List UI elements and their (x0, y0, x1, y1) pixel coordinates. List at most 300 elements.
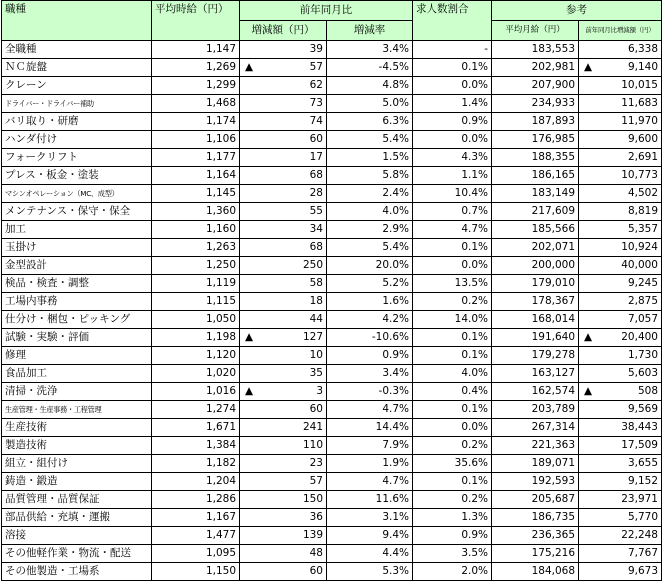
yoy-amount-value: 44 (309, 313, 323, 325)
monthly-wage: 202,071 (492, 239, 579, 257)
yoy-rate: -10.6% (327, 329, 413, 347)
yoy-amount (240, 41, 327, 59)
yoy-amount-value: 17 (309, 151, 323, 163)
monthly-wage: 179,278 (492, 347, 579, 365)
negative-marker: ▲ (245, 331, 254, 343)
table-row (2, 563, 662, 581)
monthly-wage: 176,985 (492, 131, 579, 149)
monthly-wage: 205,687 (492, 491, 579, 509)
header-ratio: 求人数割合 (413, 1, 492, 41)
job-name: 修理 (2, 347, 152, 365)
job-name: フォークリフト (2, 149, 152, 167)
monthly-wage: 267,314 (492, 419, 579, 437)
job-name: 玉掛け (2, 239, 152, 257)
yoy-rate: 5.4% (327, 239, 413, 257)
job-ratio: 1.3% (413, 509, 492, 527)
job-name: ＮＣ旋盤 (2, 59, 152, 77)
table-row (2, 257, 662, 275)
yoy-rate: 4.4% (327, 545, 413, 563)
header-yoy-rate: 増減率 (327, 21, 413, 41)
yoy-amount (240, 95, 327, 113)
yoy-amount (240, 473, 327, 491)
monthly-wage: 163,127 (492, 365, 579, 383)
job-ratio: 0.2% (413, 293, 492, 311)
job-ratio: 4.3% (413, 149, 492, 167)
monthly-wage: 179,010 (492, 275, 579, 293)
monthly-wage: 192,593 (492, 473, 579, 491)
yoy-rate: 5.0% (327, 95, 413, 113)
monthly-yoy-amount-value: 9,673 (627, 565, 658, 577)
job-ratio: 1.1% (413, 167, 492, 185)
yoy-amount (240, 257, 327, 275)
yoy-amount-value: 57 (309, 61, 323, 73)
yoy-rate: 5.8% (327, 167, 413, 185)
monthly-yoy-amount (579, 131, 662, 149)
yoy-amount (240, 545, 327, 563)
yoy-amount-value: 68 (309, 169, 323, 181)
job-name: 鋳造・鍛造 (2, 473, 152, 491)
header-reference: 参考 (492, 1, 662, 21)
job-ratio: 0.1% (413, 59, 492, 77)
monthly-yoy-amount (579, 329, 662, 347)
yoy-amount-value: 39 (309, 43, 323, 55)
hourly-wage: 1,274 (152, 401, 240, 419)
yoy-rate: 4.2% (327, 311, 413, 329)
header-monthly-yoy: 前年同月比増減額（円） (579, 21, 662, 41)
monthly-wage: 183,149 (492, 185, 579, 203)
negative-marker: ▲ (584, 385, 593, 397)
yoy-amount (240, 419, 327, 437)
yoy-amount-value: 68 (309, 241, 323, 253)
monthly-yoy-amount (579, 95, 662, 113)
hourly-wage: 1,477 (152, 527, 240, 545)
yoy-amount-value: 18 (309, 295, 323, 307)
hourly-wage: 1,177 (152, 149, 240, 167)
hourly-wage: 1,250 (152, 257, 240, 275)
job-ratio: 0.0% (413, 419, 492, 437)
yoy-amount (240, 311, 327, 329)
job-name: 検品・検査・調整 (2, 275, 152, 293)
job-name: 食品加工 (2, 365, 152, 383)
table-row (2, 545, 662, 563)
table-row (2, 347, 662, 365)
job-name: その他軽作業・物流・配送 (2, 545, 152, 563)
monthly-yoy-amount-value: 6,338 (627, 43, 658, 55)
job-ratio: 0.0% (413, 257, 492, 275)
monthly-wage: 183,553 (492, 41, 579, 59)
table-body (2, 41, 662, 581)
yoy-rate: 7.9% (327, 437, 413, 455)
monthly-yoy-amount (579, 383, 662, 401)
monthly-yoy-amount-value: 9,600 (627, 133, 658, 145)
yoy-rate: 3.4% (327, 365, 413, 383)
yoy-rate: 5.3% (327, 563, 413, 581)
yoy-amount-value: 62 (309, 79, 323, 91)
table-row (2, 293, 662, 311)
job-name: 生産技術 (2, 419, 152, 437)
yoy-rate: 1.9% (327, 455, 413, 473)
table-row (2, 95, 662, 113)
monthly-yoy-amount (579, 275, 662, 293)
job-name: 工場内事務 (2, 293, 152, 311)
monthly-yoy-amount-value: 2,691 (627, 151, 658, 163)
yoy-amount-value: 3 (316, 385, 323, 397)
job-name: 組立・組付け (2, 455, 152, 473)
yoy-rate: 4.0% (327, 203, 413, 221)
yoy-rate: 0.9% (327, 347, 413, 365)
yoy-amount (240, 185, 327, 203)
yoy-amount (240, 437, 327, 455)
monthly-wage: 189,071 (492, 455, 579, 473)
yoy-amount (240, 491, 327, 509)
hourly-wage: 1,106 (152, 131, 240, 149)
yoy-amount (240, 131, 327, 149)
yoy-rate: 5.2% (327, 275, 413, 293)
yoy-amount-value: 139 (302, 529, 323, 541)
monthly-wage: 236,365 (492, 527, 579, 545)
job-ratio: 1.4% (413, 95, 492, 113)
yoy-amount-value: 60 (309, 565, 323, 577)
job-name: 金型設計 (2, 257, 152, 275)
monthly-yoy-amount (579, 149, 662, 167)
job-ratio: 4.7% (413, 221, 492, 239)
hourly-wage: 1,167 (152, 509, 240, 527)
monthly-yoy-amount (579, 545, 662, 563)
monthly-yoy-amount-value: 1,730 (627, 349, 658, 361)
monthly-yoy-amount-value: 9,140 (627, 61, 658, 73)
job-ratio: 0.0% (413, 131, 492, 149)
table-row (2, 239, 662, 257)
job-name: 全職種 (2, 41, 152, 59)
monthly-yoy-amount-value: 5,770 (627, 511, 658, 523)
monthly-yoy-amount (579, 77, 662, 95)
monthly-yoy-amount-value: 11,683 (621, 97, 658, 109)
hourly-wage: 1,119 (152, 275, 240, 293)
monthly-wage: 191,640 (492, 329, 579, 347)
job-name: 部品供給・充填・運搬 (2, 509, 152, 527)
monthly-yoy-amount-value: 2,875 (627, 295, 658, 307)
yoy-rate: 4.7% (327, 401, 413, 419)
monthly-yoy-amount (579, 401, 662, 419)
monthly-yoy-amount-value: 7,767 (627, 547, 658, 559)
monthly-yoy-amount (579, 491, 662, 509)
table-row (2, 455, 662, 473)
yoy-amount-value: 10 (309, 349, 323, 361)
table-row (2, 149, 662, 167)
monthly-yoy-amount (579, 113, 662, 131)
yoy-amount-value: 150 (302, 493, 323, 505)
monthly-wage: 185,566 (492, 221, 579, 239)
monthly-yoy-amount-value: 508 (637, 385, 658, 397)
monthly-yoy-amount (579, 347, 662, 365)
monthly-wage: 186,165 (492, 167, 579, 185)
job-ratio: 0.4% (413, 383, 492, 401)
monthly-wage: 202,981 (492, 59, 579, 77)
monthly-wage: 203,789 (492, 401, 579, 419)
yoy-amount-value: 35 (309, 367, 323, 379)
monthly-wage: 187,893 (492, 113, 579, 131)
table-row (2, 311, 662, 329)
hourly-wage: 1,016 (152, 383, 240, 401)
table-row (2, 509, 662, 527)
hourly-wage: 1,182 (152, 455, 240, 473)
job-name: ハンダ付け (2, 131, 152, 149)
yoy-rate: 11.6% (327, 491, 413, 509)
monthly-yoy-amount (579, 203, 662, 221)
yoy-amount (240, 509, 327, 527)
table-row (2, 113, 662, 131)
job-name: 加工 (2, 221, 152, 239)
hourly-wage: 1,145 (152, 185, 240, 203)
monthly-yoy-amount (579, 509, 662, 527)
hourly-wage: 1,147 (152, 41, 240, 59)
monthly-wage: 234,933 (492, 95, 579, 113)
yoy-amount-value: 73 (309, 97, 323, 109)
monthly-yoy-amount-value: 5,357 (627, 223, 658, 235)
yoy-rate: 9.4% (327, 527, 413, 545)
monthly-wage: 178,367 (492, 293, 579, 311)
yoy-rate: -0.3% (327, 383, 413, 401)
monthly-yoy-amount (579, 419, 662, 437)
monthly-yoy-amount-value: 40,000 (621, 259, 658, 271)
table-row (2, 419, 662, 437)
monthly-wage: 221,363 (492, 437, 579, 455)
negative-marker: ▲ (245, 385, 254, 397)
monthly-yoy-amount (579, 473, 662, 491)
yoy-rate: 3.4% (327, 41, 413, 59)
yoy-amount-value: 250 (302, 259, 323, 271)
monthly-yoy-amount-value: 9,152 (627, 475, 658, 487)
yoy-amount (240, 239, 327, 257)
table-row (2, 131, 662, 149)
job-name: 製造技術 (2, 437, 152, 455)
yoy-amount-value: 127 (302, 331, 323, 343)
hourly-wage: 1,150 (152, 563, 240, 581)
hourly-wage: 1,263 (152, 239, 240, 257)
monthly-yoy-amount (579, 257, 662, 275)
job-name: マシンオペレーション（MC、成型） (2, 185, 152, 203)
monthly-yoy-amount (579, 311, 662, 329)
monthly-yoy-amount (579, 167, 662, 185)
hourly-wage: 1,360 (152, 203, 240, 221)
yoy-rate: 20.0% (327, 257, 413, 275)
yoy-rate: 6.3% (327, 113, 413, 131)
hourly-wage: 1,269 (152, 59, 240, 77)
monthly-yoy-amount-value: 10,015 (621, 79, 658, 91)
yoy-amount (240, 455, 327, 473)
monthly-yoy-amount (579, 41, 662, 59)
yoy-amount-value: 74 (309, 115, 323, 127)
job-ratio: 0.2% (413, 491, 492, 509)
table-row (2, 167, 662, 185)
wage-table (1, 0, 662, 581)
header-yoy: 前年同月比 (240, 1, 413, 21)
job-ratio: 35.6% (413, 455, 492, 473)
monthly-yoy-amount-value: 17,509 (621, 439, 658, 451)
monthly-yoy-amount (579, 527, 662, 545)
negative-marker: ▲ (584, 61, 593, 73)
table-row (2, 383, 662, 401)
yoy-amount-value: 28 (309, 187, 323, 199)
monthly-yoy-amount-value: 22,248 (621, 529, 658, 541)
yoy-amount (240, 77, 327, 95)
table-row (2, 329, 662, 347)
yoy-rate: 2.9% (327, 221, 413, 239)
table-row (2, 527, 662, 545)
hourly-wage: 1,384 (152, 437, 240, 455)
hourly-wage: 1,286 (152, 491, 240, 509)
yoy-amount-value: 58 (309, 277, 323, 289)
job-ratio: 0.9% (413, 527, 492, 545)
yoy-amount (240, 59, 327, 77)
yoy-amount-value: 36 (309, 511, 323, 523)
hourly-wage: 1,671 (152, 419, 240, 437)
table-row (2, 185, 662, 203)
yoy-amount (240, 401, 327, 419)
monthly-yoy-amount-value: 9,245 (627, 277, 658, 289)
monthly-yoy-amount-value: 8,819 (627, 205, 658, 217)
hourly-wage: 1,095 (152, 545, 240, 563)
yoy-amount (240, 221, 327, 239)
job-name: 仕分け・梱包・ピッキング (2, 311, 152, 329)
job-ratio: 0.9% (413, 113, 492, 131)
table-row (2, 41, 662, 59)
yoy-amount (240, 113, 327, 131)
table-row (2, 365, 662, 383)
monthly-yoy-amount (579, 437, 662, 455)
monthly-yoy-amount-value: 38,443 (621, 421, 658, 433)
job-ratio: 2.0% (413, 563, 492, 581)
negative-marker: ▲ (245, 61, 254, 73)
monthly-wage: 200,000 (492, 257, 579, 275)
job-ratio: 0.1% (413, 239, 492, 257)
job-name: メンテナンス・保守・保全 (2, 203, 152, 221)
job-ratio: - (413, 41, 492, 59)
header-job: 職種 (2, 1, 152, 41)
table-row (2, 59, 662, 77)
monthly-wage: 186,735 (492, 509, 579, 527)
yoy-amount-value: 57 (309, 475, 323, 487)
yoy-rate: 2.4% (327, 185, 413, 203)
job-name: 生産管理・生産事務・工程管理 (2, 401, 152, 419)
yoy-amount (240, 167, 327, 185)
monthly-yoy-amount-value: 23,971 (621, 493, 658, 505)
job-name: バリ取り・研磨 (2, 113, 152, 131)
job-ratio: 0.1% (413, 473, 492, 491)
monthly-yoy-amount (579, 365, 662, 383)
job-name: プレス・板金・塗装 (2, 167, 152, 185)
table-row (2, 275, 662, 293)
yoy-rate: 1.6% (327, 293, 413, 311)
hourly-wage: 1,020 (152, 365, 240, 383)
monthly-wage: 188,355 (492, 149, 579, 167)
job-ratio: 0.0% (413, 77, 492, 95)
yoy-rate: 4.7% (327, 473, 413, 491)
yoy-amount (240, 203, 327, 221)
monthly-wage: 175,216 (492, 545, 579, 563)
monthly-yoy-amount (579, 563, 662, 581)
yoy-amount-value: 55 (309, 205, 323, 217)
monthly-yoy-amount-value: 9,569 (627, 403, 658, 415)
monthly-yoy-amount (579, 293, 662, 311)
monthly-yoy-amount-value: 4,502 (627, 187, 658, 199)
job-ratio: 10.4% (413, 185, 492, 203)
table-row (2, 203, 662, 221)
yoy-amount-value: 60 (309, 403, 323, 415)
job-ratio: 14.0% (413, 311, 492, 329)
monthly-yoy-amount (579, 221, 662, 239)
monthly-yoy-amount (579, 185, 662, 203)
monthly-yoy-amount-value: 3,655 (627, 457, 658, 469)
yoy-amount-value: 23 (309, 457, 323, 469)
yoy-amount-value: 241 (302, 421, 323, 433)
header-yoy-amount: 増減額（円） (240, 21, 327, 41)
yoy-amount-value: 60 (309, 133, 323, 145)
hourly-wage: 1,468 (152, 95, 240, 113)
yoy-rate: 14.4% (327, 419, 413, 437)
yoy-amount (240, 275, 327, 293)
yoy-amount-value: 48 (309, 547, 323, 559)
yoy-rate: 5.4% (327, 131, 413, 149)
yoy-rate: 4.8% (327, 77, 413, 95)
yoy-amount (240, 347, 327, 365)
table-row (2, 473, 662, 491)
job-name: 品質管理・品質保証 (2, 491, 152, 509)
monthly-yoy-amount (579, 59, 662, 77)
monthly-yoy-amount-value: 7,057 (627, 313, 658, 325)
monthly-yoy-amount-value: 10,924 (621, 241, 658, 253)
job-name: 溶接 (2, 527, 152, 545)
monthly-yoy-amount-value: 11,970 (621, 115, 658, 127)
job-name: ドライバー・ドライバー補助 (2, 95, 152, 113)
hourly-wage: 1,198 (152, 329, 240, 347)
job-ratio: 0.1% (413, 347, 492, 365)
monthly-yoy-amount (579, 239, 662, 257)
yoy-rate: 1.5% (327, 149, 413, 167)
monthly-yoy-amount (579, 455, 662, 473)
monthly-wage: 217,609 (492, 203, 579, 221)
monthly-yoy-amount-value: 10,773 (621, 169, 658, 181)
monthly-wage: 162,574 (492, 383, 579, 401)
hourly-wage: 1,164 (152, 167, 240, 185)
yoy-amount (240, 329, 327, 347)
header-monthly: 平均月給（円） (492, 21, 579, 41)
job-ratio: 0.2% (413, 437, 492, 455)
header-hourly: 平均時給（円） (152, 1, 240, 41)
yoy-amount (240, 527, 327, 545)
yoy-rate: 3.1% (327, 509, 413, 527)
hourly-wage: 1,299 (152, 77, 240, 95)
table-row (2, 401, 662, 419)
yoy-amount (240, 293, 327, 311)
hourly-wage: 1,115 (152, 293, 240, 311)
yoy-amount (240, 365, 327, 383)
negative-marker: ▲ (584, 331, 593, 343)
hourly-wage: 1,050 (152, 311, 240, 329)
yoy-rate: -4.5% (327, 59, 413, 77)
yoy-amount-value: 110 (302, 439, 323, 451)
yoy-amount (240, 383, 327, 401)
yoy-amount (240, 149, 327, 167)
table-row (2, 221, 662, 239)
job-name: クレーン (2, 77, 152, 95)
table-row (2, 437, 662, 455)
monthly-yoy-amount-value: 20,400 (621, 331, 658, 343)
job-name: 清掃・洗浄 (2, 383, 152, 401)
yoy-amount-value: 34 (309, 223, 323, 235)
hourly-wage: 1,204 (152, 473, 240, 491)
table-row (2, 491, 662, 509)
